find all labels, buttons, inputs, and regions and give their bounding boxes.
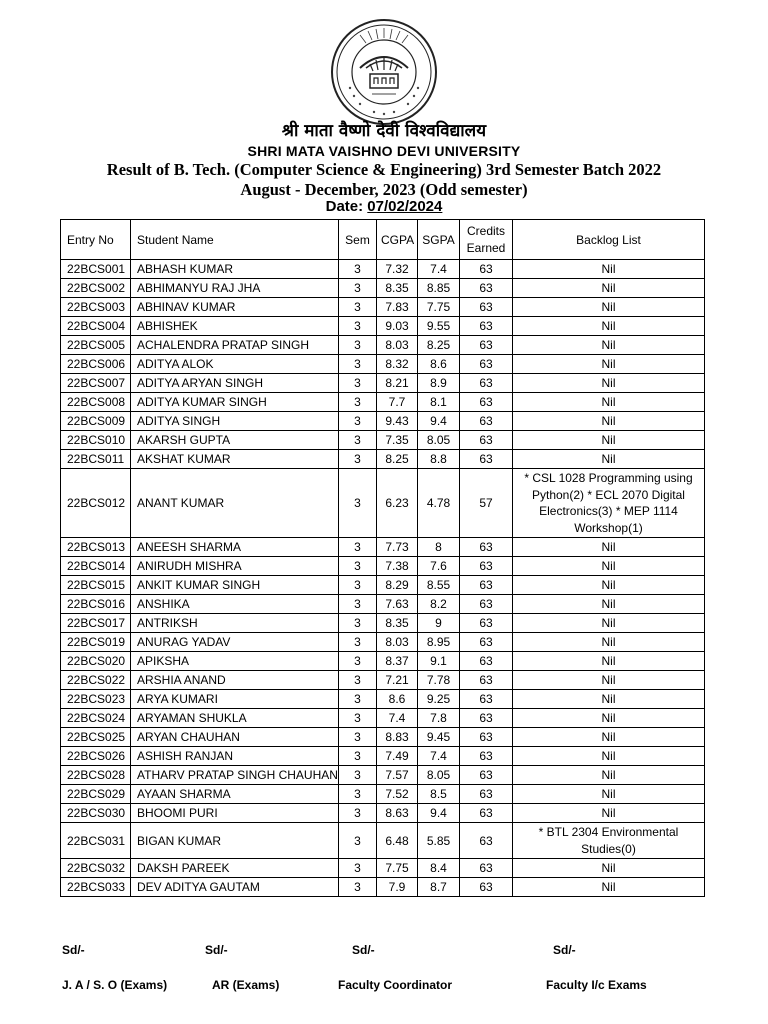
result-session: August - December, 2023 (Odd semester) [240,180,528,199]
table-row [61,298,705,317]
table-row [61,450,705,469]
col-credits-earned [460,220,513,260]
backlog-cell: Nil [513,747,705,766]
sig-3-title: Faculty Coordinator [338,978,453,992]
backlog-cell: Nil [513,595,705,614]
credits-cell: 63 [460,298,513,317]
sgpa-cell: 8.95 [418,633,460,652]
table-row [61,557,705,576]
table-row [61,823,705,859]
sem-cell: 3 [339,469,377,538]
credits-cell: 63 [460,538,513,557]
student-name-cell: ANIRUDH MISHRA [131,557,339,576]
table-row [61,859,705,878]
backlog-cell: Nil [513,671,705,690]
sgpa-cell: 9 [418,614,460,633]
sgpa-cell: 8.9 [418,374,460,393]
cgpa-cell: 8.03 [377,336,418,355]
entry-no-cell: 22BCS003 [61,298,131,317]
credits-cell: 63 [460,728,513,747]
table-row [61,709,705,728]
sgpa-cell: 9.45 [418,728,460,747]
sem-cell: 3 [339,355,377,374]
student-name-cell: AKSHAT KUMAR [131,450,339,469]
cgpa-cell: 8.35 [377,614,418,633]
table-row [61,804,705,823]
credits-cell: 63 [460,355,513,374]
entry-no-cell: 22BCS033 [61,878,131,897]
table-row [61,633,705,652]
col-sem: Sem [339,220,377,260]
credits-cell: 63 [460,614,513,633]
table-row [61,317,705,336]
sem-cell: 3 [339,804,377,823]
sem-cell: 3 [339,557,377,576]
entry-no-cell: 22BCS029 [61,785,131,804]
credits-cell: 63 [460,412,513,431]
entry-no-cell: 22BCS001 [61,260,131,279]
cgpa-cell: 7.32 [377,260,418,279]
sgpa-cell: 8.6 [418,355,460,374]
col-entry-no: Entry No [61,220,131,260]
cgpa-cell: 8.35 [377,279,418,298]
sem-cell: 3 [339,317,377,336]
credits-cell: 57 [460,469,513,538]
student-name-cell: BIGAN KUMAR [131,823,339,859]
cgpa-cell: 6.23 [377,469,418,538]
sgpa-cell: 8.8 [418,450,460,469]
col-cgpa: CGPA [377,220,418,260]
backlog-cell: Nil [513,298,705,317]
sgpa-cell: 9.4 [418,412,460,431]
sem-cell: 3 [339,431,377,450]
cgpa-cell: 7.49 [377,747,418,766]
sem-cell: 3 [339,614,377,633]
credits-cell: 63 [460,393,513,412]
backlog-cell: Nil [513,393,705,412]
backlog-cell: Nil [513,355,705,374]
backlog-cell: Nil [513,859,705,878]
cgpa-cell: 8.32 [377,355,418,374]
cgpa-cell: 6.48 [377,823,418,859]
date-label: Date: [325,198,368,215]
backlog-cell: Nil [513,766,705,785]
sgpa-cell: 8.05 [418,766,460,785]
cgpa-cell: 8.6 [377,690,418,709]
entry-no-cell: 22BCS032 [61,859,131,878]
entry-no-cell: 22BCS013 [61,538,131,557]
table-row [61,614,705,633]
sem-cell: 3 [339,671,377,690]
entry-no-cell: 22BCS031 [61,823,131,859]
student-name-cell: ADITYA ARYAN SINGH [131,374,339,393]
sem-cell: 3 [339,336,377,355]
result-date [0,198,768,215]
sem-cell: 3 [339,859,377,878]
result-title: Result of B. Tech. (Computer Science & Engineering) 3rd Semester Batch 2022 [106,160,662,179]
cgpa-cell: 8.21 [377,374,418,393]
backlog-cell: Nil [513,614,705,633]
credits-cell: 63 [460,804,513,823]
table-row [61,728,705,747]
backlog-cell: Nil [513,412,705,431]
student-name-cell: ANANT KUMAR [131,469,339,538]
credits-cell: 63 [460,878,513,897]
student-name-cell: ADITYA KUMAR SINGH [131,393,339,412]
entry-no-cell: 22BCS024 [61,709,131,728]
entry-no-cell: 22BCS006 [61,355,131,374]
cgpa-cell: 7.52 [377,785,418,804]
sem-cell: 3 [339,298,377,317]
entry-no-cell: 22BCS017 [61,614,131,633]
sgpa-cell: 7.4 [418,747,460,766]
backlog-cell: Nil [513,557,705,576]
student-name-cell: AKARSH GUPTA [131,431,339,450]
student-name-cell: ACHALENDRA PRATAP SINGH [131,336,339,355]
table-row [61,279,705,298]
sem-cell: 3 [339,728,377,747]
student-name-cell: ARYA KUMARI [131,690,339,709]
cgpa-cell: 7.4 [377,709,418,728]
backlog-cell: Nil [513,279,705,298]
credits-cell: 63 [460,690,513,709]
credits-cell: 63 [460,709,513,728]
sem-cell: 3 [339,374,377,393]
sgpa-cell: 8.5 [418,785,460,804]
table-row [61,260,705,279]
sgpa-cell: 8 [418,538,460,557]
sem-cell: 3 [339,747,377,766]
cgpa-cell: 7.38 [377,557,418,576]
student-name-cell: DEV ADITYA GAUTAM [131,878,339,897]
credits-cell: 63 [460,317,513,336]
cgpa-cell: 8.83 [377,728,418,747]
date-value: 07/02/2024 [367,198,443,215]
sgpa-cell: 8.05 [418,431,460,450]
credits-cell: 63 [460,431,513,450]
student-name-cell: ARYAN CHAUHAN [131,728,339,747]
student-name-cell: ABHASH KUMAR [131,260,339,279]
sem-cell: 3 [339,878,377,897]
table-row [61,747,705,766]
sgpa-cell: 8.2 [418,595,460,614]
university-seal-logo [330,18,438,126]
entry-no-cell: 22BCS002 [61,279,131,298]
sem-cell: 3 [339,785,377,804]
credits-cell: 63 [460,557,513,576]
entry-no-cell: 22BCS016 [61,595,131,614]
student-name-cell: ARSHIA ANAND [131,671,339,690]
backlog-cell: Nil [513,690,705,709]
table-row [61,690,705,709]
cgpa-cell: 8.29 [377,576,418,595]
sig-2-title: AR (Exams) [212,978,280,992]
sem-cell: 3 [339,595,377,614]
student-name-cell: ANURAG YADAV [131,633,339,652]
entry-no-cell: 22BCS030 [61,804,131,823]
credits-cell: 63 [460,823,513,859]
cgpa-cell: 7.73 [377,538,418,557]
credits-cell: 63 [460,633,513,652]
entry-no-cell: 22BCS007 [61,374,131,393]
backlog-cell: Nil [513,878,705,897]
cgpa-cell: 9.43 [377,412,418,431]
sem-cell: 3 [339,576,377,595]
backlog-cell: * CSL 1028 Programming using Python(2) * ECL 2070 Digital Electronics(3) * MEP 1114 Workshop(1) [513,469,705,538]
cgpa-cell: 9.03 [377,317,418,336]
entry-no-cell: 22BCS010 [61,431,131,450]
cgpa-cell: 7.83 [377,298,418,317]
cgpa-cell: 7.7 [377,393,418,412]
university-name-hindi: श्री माता वैष्णो देवी विश्वविद्यालय [281,121,487,141]
sem-cell: 3 [339,652,377,671]
table-row [61,355,705,374]
student-name-cell: ADITYA ALOK [131,355,339,374]
table-row [61,652,705,671]
entry-no-cell: 22BCS004 [61,317,131,336]
sgpa-cell: 8.1 [418,393,460,412]
student-name-cell: ADITYA SINGH [131,412,339,431]
credits-cell: 63 [460,450,513,469]
student-name-cell: ANTRIKSH [131,614,339,633]
sem-cell: 3 [339,766,377,785]
sgpa-cell: 7.78 [418,671,460,690]
entry-no-cell: 22BCS020 [61,652,131,671]
table-row [61,766,705,785]
sgpa-cell: 8.25 [418,336,460,355]
sem-cell: 3 [339,690,377,709]
credits-header-line1: Credits [466,223,505,238]
student-name-cell: ABHIMANYU RAJ JHA [131,279,339,298]
student-name-cell: ASHISH RANJAN [131,747,339,766]
sig-4-title: Faculty I/c Exams [546,978,647,992]
entry-no-cell: 22BCS022 [61,671,131,690]
table-row [61,538,705,557]
backlog-cell: Nil [513,260,705,279]
table-row [61,412,705,431]
entry-no-cell: 22BCS012 [61,469,131,538]
table-row [61,878,705,897]
cgpa-cell: 8.37 [377,652,418,671]
cgpa-cell: 7.35 [377,431,418,450]
sgpa-cell: 7.8 [418,709,460,728]
table-row [61,393,705,412]
cgpa-cell: 8.63 [377,804,418,823]
sem-cell: 3 [339,279,377,298]
credits-cell: 63 [460,652,513,671]
backlog-cell: Nil [513,652,705,671]
sgpa-cell: 8.4 [418,859,460,878]
sem-cell: 3 [339,450,377,469]
credits-cell: 63 [460,785,513,804]
entry-no-cell: 22BCS005 [61,336,131,355]
sig-1-sd: Sd/- [62,943,85,957]
backlog-cell: Nil [513,317,705,336]
sgpa-cell: 5.85 [418,823,460,859]
sgpa-cell: 8.55 [418,576,460,595]
sig-2-sd: Sd/- [205,943,228,957]
table-row [61,785,705,804]
cgpa-cell: 8.03 [377,633,418,652]
entry-no-cell: 22BCS011 [61,450,131,469]
sgpa-cell: 7.6 [418,557,460,576]
entry-no-cell: 22BCS015 [61,576,131,595]
credits-cell: 63 [460,576,513,595]
credits-cell: 63 [460,766,513,785]
entry-no-cell: 22BCS019 [61,633,131,652]
sgpa-cell: 9.55 [418,317,460,336]
student-name-cell: ABHINAV KUMAR [131,298,339,317]
table-row [61,671,705,690]
result-header [0,160,768,200]
student-name-cell: ABHISHEK [131,317,339,336]
credits-cell: 63 [460,671,513,690]
table-row [61,336,705,355]
credits-cell: 63 [460,747,513,766]
student-name-cell: ANSHIKA [131,595,339,614]
col-backlog-list: Backlog List [513,220,705,260]
backlog-cell: Nil [513,709,705,728]
student-name-cell: APIKSHA [131,652,339,671]
entry-no-cell: 22BCS009 [61,412,131,431]
sem-cell: 3 [339,823,377,859]
table-row [61,469,705,538]
sgpa-cell: 8.7 [418,878,460,897]
cgpa-cell: 7.57 [377,766,418,785]
entry-no-cell: 22BCS008 [61,393,131,412]
table-row [61,374,705,393]
results-table [60,219,705,897]
credits-cell: 63 [460,374,513,393]
sgpa-cell: 9.4 [418,804,460,823]
table-row [61,431,705,450]
sem-cell: 3 [339,412,377,431]
col-sgpa: SGPA [418,220,460,260]
sem-cell: 3 [339,538,377,557]
cgpa-cell: 7.21 [377,671,418,690]
backlog-cell: Nil [513,728,705,747]
student-name-cell: ATHARV PRATAP SINGH CHAUHAN [131,766,339,785]
credits-cell: 63 [460,336,513,355]
cgpa-cell: 8.25 [377,450,418,469]
sgpa-cell: 4.78 [418,469,460,538]
student-name-cell: BHOOMI PURI [131,804,339,823]
sem-cell: 3 [339,633,377,652]
cgpa-cell: 7.9 [377,878,418,897]
sgpa-cell: 8.85 [418,279,460,298]
sem-cell: 3 [339,709,377,728]
sem-cell: 3 [339,393,377,412]
backlog-cell: Nil [513,785,705,804]
cgpa-cell: 7.75 [377,859,418,878]
entry-no-cell: 22BCS028 [61,766,131,785]
entry-no-cell: 22BCS014 [61,557,131,576]
col-student-name: Student Name [131,220,339,260]
backlog-cell: Nil [513,431,705,450]
entry-no-cell: 22BCS025 [61,728,131,747]
sig-3-sd: Sd/- [352,943,375,957]
sem-cell: 3 [339,260,377,279]
backlog-cell: Nil [513,538,705,557]
sig-4-sd: Sd/- [553,943,576,957]
table-row [61,576,705,595]
entry-no-cell: 22BCS023 [61,690,131,709]
student-name-cell: DAKSH PAREEK [131,859,339,878]
backlog-cell: Nil [513,374,705,393]
sgpa-cell: 9.25 [418,690,460,709]
sgpa-cell: 7.75 [418,298,460,317]
credits-header-line2: Earned [466,240,506,255]
backlog-cell: Nil [513,576,705,595]
student-name-cell: ANKIT KUMAR SINGH [131,576,339,595]
university-name: SHRI MATA VAISHNO DEVI UNIVERSITY [247,143,521,159]
backlog-cell: Nil [513,633,705,652]
student-name-cell: ANEESH SHARMA [131,538,339,557]
cgpa-cell: 7.63 [377,595,418,614]
student-name-cell: ARYAMAN SHUKLA [131,709,339,728]
credits-cell: 63 [460,279,513,298]
sig-1-title: J. A / S. O (Exams) [62,978,168,992]
backlog-cell: * BTL 2304 Environmental Studies(0) [513,823,705,859]
table-row [61,595,705,614]
backlog-cell: Nil [513,450,705,469]
credits-cell: 63 [460,595,513,614]
sgpa-cell: 7.4 [418,260,460,279]
entry-no-cell: 22BCS026 [61,747,131,766]
sgpa-cell: 9.1 [418,652,460,671]
backlog-cell: Nil [513,336,705,355]
credits-cell: 63 [460,859,513,878]
table-header-row [61,220,705,260]
credits-cell: 63 [460,260,513,279]
student-name-cell: AYAAN SHARMA [131,785,339,804]
backlog-cell: Nil [513,804,705,823]
